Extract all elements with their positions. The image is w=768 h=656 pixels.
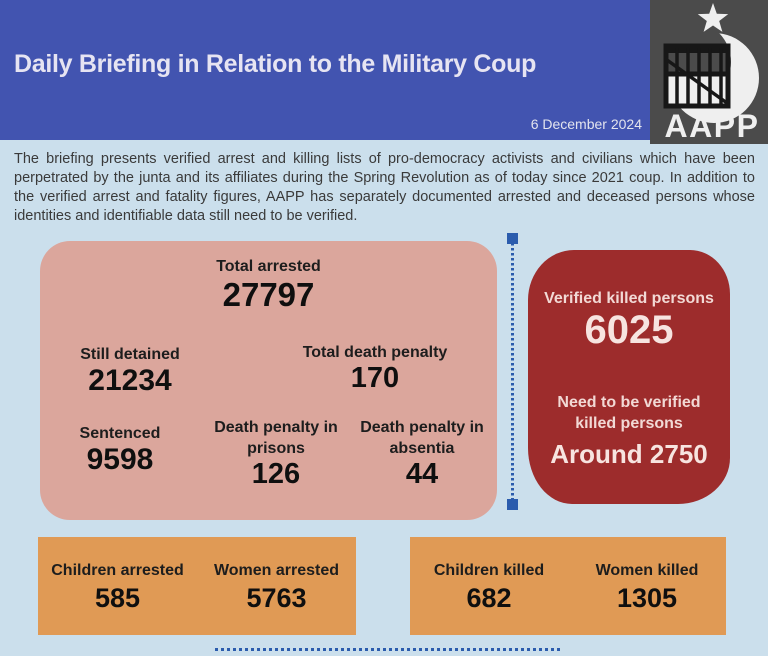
stat-death-penalty-prisons-label: Death penalty in prisons (214, 419, 338, 457)
stat-unverified-killed-label: Need to be verified killed persons (557, 394, 701, 432)
stat-death-penalty-absentia-label: Death penalty in absentia (360, 419, 484, 457)
stat-women-arrested-value: 5763 (246, 583, 307, 613)
stat-children-arrested-value: 585 (94, 583, 141, 613)
stat-unverified-killed-value: Around 2750 (550, 439, 708, 469)
stat-women-arrested (197, 537, 356, 614)
header-banner (0, 0, 650, 140)
stat-still-detained-label: Still detained (80, 346, 180, 363)
stat-death-penalty-absentia (356, 417, 488, 490)
arrested-children-women-panel (38, 537, 356, 635)
stat-unverified-killed (528, 392, 730, 468)
killed-stats-panel (528, 250, 730, 504)
stat-total-arrested-value: 27797 (222, 276, 315, 313)
aapp-logo-graphic (650, 0, 768, 144)
dotted-divider-vertical (511, 243, 514, 501)
stat-children-killed (410, 537, 568, 614)
stat-verified-killed (528, 288, 730, 351)
stat-children-arrested-label: Children arrested (51, 562, 184, 579)
stat-still-detained-value: 21234 (88, 364, 172, 397)
dotted-divider-horizontal (215, 648, 563, 651)
stat-total-arrested (40, 256, 497, 313)
stat-children-killed-label: Children killed (433, 562, 545, 579)
stat-verified-killed-label: Verified killed persons (544, 290, 714, 307)
aapp-logo (650, 0, 768, 144)
stat-total-death-penalty-value: 170 (350, 362, 400, 394)
stat-sentenced-value: 9598 (86, 443, 154, 476)
date-label: 6 December 2024 (530, 116, 642, 132)
stat-children-killed-value: 682 (466, 583, 512, 613)
intro-paragraph: The briefing presents verified arrest and killing lists of pro-democracy activists and civilians which have been perpetrated by the junta and its affiliates during the Spring Revolution as of today since 2021 coup. In addition to the verified arrest and fatality figures, AAPP has separately documented arrested and deceased persons whose identities and identifiable data still need to be verified. (14, 151, 755, 224)
divider-cap-bottom (507, 499, 518, 510)
stat-women-killed-label: Women killed (595, 562, 699, 579)
stat-women-killed (568, 537, 726, 614)
page-title: Daily Briefing in Relation to the Military Coup (14, 50, 537, 78)
stat-sentenced (50, 423, 190, 476)
stat-total-arrested-label: Total arrested (216, 258, 321, 275)
arrest-stats-panel (40, 241, 497, 520)
logo-wordmark: AAPP (664, 108, 760, 144)
stat-total-death-penalty-label: Total death penalty (302, 344, 448, 361)
killed-children-women-panel (410, 537, 726, 635)
stat-death-penalty-prisons-value: 126 (251, 458, 301, 490)
stat-death-penalty-absentia-value: 44 (405, 458, 439, 490)
stat-women-killed-value: 1305 (616, 583, 678, 613)
stat-total-death-penalty (280, 342, 470, 394)
stat-sentenced-label: Sentenced (79, 425, 161, 442)
divider-cap-top (507, 233, 518, 244)
stat-women-arrested-label: Women arrested (213, 562, 340, 579)
stat-still-detained (50, 344, 210, 397)
stat-children-arrested (38, 537, 197, 614)
stat-death-penalty-prisons (208, 417, 344, 490)
stat-verified-killed-value: 6025 (584, 308, 674, 352)
